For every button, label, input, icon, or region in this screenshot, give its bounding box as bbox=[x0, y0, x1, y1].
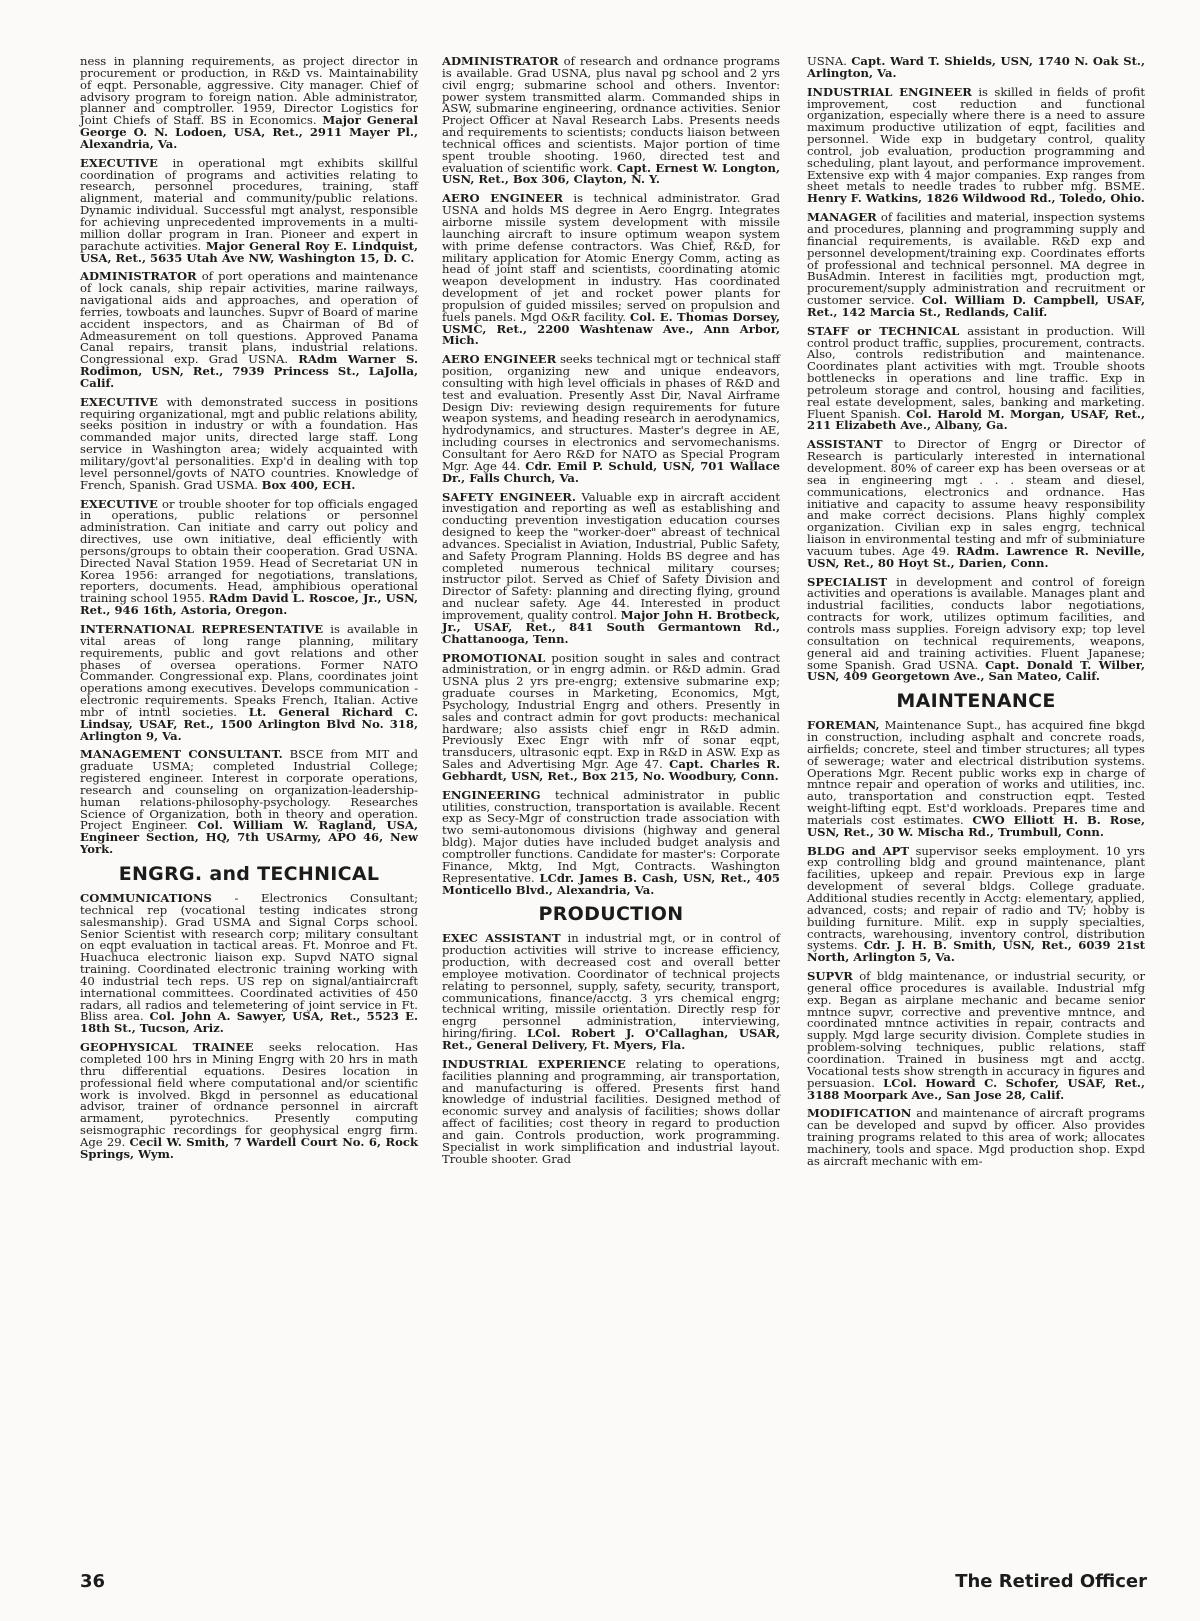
ad-contact: Col. John A. Sawyer, USA, Ret., 5523 E. 18th St., Tucson, Ariz. bbox=[80, 1009, 419, 1036]
classified-ad bbox=[80, 56, 418, 151]
ad-heading: SUPVR bbox=[807, 969, 853, 984]
ad-body: assistant in production. Will control product traffic, supplies, procurement, contracts. Also, controls redistribution and maintenance. Coordinates plant activities with mgt. Trouble shoots bottlenecks in operations and line traffic. Exp in petroleum storage and control, housing and facilities, real estate development, sales, banking and marketing. Fluent Spanish. bbox=[807, 323, 1146, 421]
ad-heading: STAFF or TECHNICAL bbox=[807, 323, 960, 338]
ad-heading: AERO ENGINEER bbox=[442, 352, 557, 367]
ad-heading: PROMOTIONAL bbox=[442, 650, 546, 665]
ad-heading: COMMUNICATIONS bbox=[80, 891, 212, 905]
ad-contact: RAdm David L. Roscoe, Jr., USN, Ret., 946 16th, Astoria, Oregon. bbox=[80, 591, 418, 618]
section-heading: PRODUCTION bbox=[538, 903, 684, 926]
ad-contact: LCdr. James B. Cash, USN, Ret., 405 Monticello Blvd., Alexandria, Va. bbox=[442, 870, 780, 897]
ad-body: in operational mgt exhibits skillful coordination of programs and activities relating to research, personnel procedures, training, staff alignment, material and community/public relations. Dynamic individual. Successful mgt analyst, responsible for achieving unprecedented improvements in a multi-million dollar program in Iran. Pioneer and expert in parachute activities. bbox=[80, 155, 419, 253]
ad-contact: Col. Harold M. Morgan, USAF, Ret., 211 Elizabeth Ave., Albany, Ga. bbox=[807, 406, 1145, 433]
classified-ad bbox=[442, 933, 780, 1051]
ad-body: of port operations and maintenance of lock canals, ship repair activities, marine railways, navigational aids and approaches, and operation of ferries, towboats and launches. Supvr of Board of marine accident inspectors, and as Chairman of Bd of Admeasurement on toll questions. Approved Panama Canal repairs, transit plans, industrial relations. Congressional exp. Grad USNA. bbox=[80, 269, 419, 367]
ad-body: seeks relocation. Has completed 100 hrs in Mining Engrg with 20 hrs in math thru differential equations. Desires location in professional field where computational and/or scientific work is involved. Bkgd in personnel as educational advisor, trainer of ordnance personnel in aircraft armament, pyrotechnics. Presently computing seismographic recordings for geophysical engrg firm. Age 29. bbox=[80, 1040, 418, 1149]
publication-title: The Retired Officer bbox=[955, 1571, 1147, 1592]
classified-ad bbox=[807, 212, 1145, 319]
section-heading: ENGRG. and TECHNICAL bbox=[118, 863, 380, 885]
classified-ad bbox=[442, 489, 781, 646]
classified-ad bbox=[807, 720, 1145, 838]
ad-contact: Major John H. Brotbeck, Jr., USAF, Ret., 841 South Germantown Rd., Chattanooga, Tenn. bbox=[442, 607, 780, 646]
ad-body: and maintenance of aircraft programs can be developed and supvd by officer. Also provides training programs related to this area of work; allocates machinery, tools and space. Mgd production shop. Expd as aircraft mechanic with em- bbox=[807, 1106, 1145, 1168]
ad-heading: INTERNATIONAL REPRESENTATIVE bbox=[80, 621, 324, 636]
ad-body: to Director of Engrg or Director of Research is particularly interested in international development. 80% of career exp has been overseas or at sea in engineering mgt . . . steam and diesel, communications, electronics and ordnance. Has initiative and capacity to assume heavy responsibility and make correct decisions. Plans highly complex organization. Civilian exp in sales engrg, technical liaison in environmental testing and mfr of subminiature vacuum tubes. Age 49. bbox=[807, 437, 1146, 558]
ad-heading: ENGINEERING bbox=[442, 787, 541, 802]
page-number: 36 bbox=[80, 1571, 106, 1592]
ad-heading: SAFETY ENGINEER. bbox=[442, 489, 576, 504]
classified-ad bbox=[442, 1056, 781, 1166]
ad-contact: Capt. Ernest W. Longton, USN, Ret., Box 306, Clayton, N. Y. bbox=[442, 160, 781, 187]
classified-ad bbox=[807, 439, 1145, 569]
ad-contact: Major General Roy E. Lindquist, USA, Ret., 5635 Utah Ave NW, Washington 15, D. C. bbox=[80, 238, 418, 265]
ad-body: supervisor seeks employment. 10 yrs exp controlling bldg and ground maintenance, plant facilities, upkeep and repair. Previous exp in large development of several bldgs. College graduate. Additional studies recently in Acctg: elementary, applied, advanced, costs; and repair of radio and TV; hobby is building furniture. Milit. exp in supply specialties, contracts, warehousing, inventory control, distribution systems. bbox=[807, 843, 1145, 953]
classified-ad bbox=[80, 749, 418, 856]
ad-body: is available in vital areas of long range planning, military requirements, public and govt relations and other phases of oversea operations. Former NATO Commander. Congressional exp. Plans, coordinates joint operations among executives. Develops communication - electronic requirements. Speaks French, Italian. Active mbr of intntl societies. bbox=[80, 621, 418, 719]
ad-contact: Col. William D. Campbell, USAF, Ret., 142 Marcia St., Redlands, Calif. bbox=[807, 293, 1145, 319]
ad-body: is skilled in fields of profit improvement, cost reduction and functional organization, especially where there is a need to assure maximum productive utilization of eqpt, facilities and personnel. Wide exp in budgetary control, quality control, job evaluation, production programming and scheduling, plant layout, and performance improvement. Extensive exp with 4 major companies. Exp ranges from sheet metals to needle trades to rubber mfg. BSME. bbox=[807, 84, 1146, 194]
ad-contact: RAdm Warner S. Rodimon, USN, Ret., 7939 Princess St., LaJolla, Calif. bbox=[80, 352, 418, 390]
ad-contact: Capt. Charles R. Gebhardt, USN, Ret., Box 215, No. Woodbury, Conn. bbox=[442, 757, 780, 783]
column-1 bbox=[80, 56, 418, 1168]
ad-heading: INDUSTRIAL EXPERIENCE bbox=[442, 1056, 626, 1071]
ad-heading: EXECUTIVE bbox=[80, 394, 158, 409]
ad-body: USNA. bbox=[807, 54, 847, 68]
ad-heading: MODIFICATION bbox=[807, 1106, 912, 1121]
ad-body: BSCE from MIT and graduate USMA; completed Industrial College; registered engineer. Interest in corporate operations, research and counseling on organization-leadership-human relations-philosophy-psychology. Researches Science of Organization, both in theory and operation. Project Engineer. bbox=[80, 747, 418, 833]
ad-body: in industrial mgt, or in control of production activities will strive to increase efficiency, production, with decreased cost and overall better employee motivation. Coordinator of technical projects relating to personnel, supply, safety, security, transport, communications, finance/acctg. 3 yrs chemical engrg; technical writing, missile orientation. Directly resp for engrg personnel administration, interviewing, hiring/firing. bbox=[442, 931, 780, 1041]
classified-ad bbox=[80, 621, 419, 743]
ad-contact: Cdr. J. H. B. Smith, USN, Ret., 6039 21st North, Arlington 5, Va. bbox=[807, 938, 1145, 965]
ad-contact: Cecil W. Smith, 7 Wardell Court No. 6, Rock Springs, Wym. bbox=[80, 1134, 419, 1161]
ad-heading: BLDG and APT bbox=[807, 843, 909, 858]
ad-heading: EXECUTIVE bbox=[80, 496, 158, 511]
ad-body: Maintenance Supt., has acquired fine bkgd in construction, including asphalt and concrete roads, airfields; concrete, steel and timber structures; all types of sewerage; water and electrical distribution systems. Operations Mgr. Recent public works exp in charge of mntnce repair and operation of works and utilities, inc. auto, transportation and construction eqpt. Tested weight-lifting eqpt. Est'd workloads. Prepares time and materials cost estimates. bbox=[807, 718, 1145, 827]
ad-contact: Cdr. Emil P. Schuld, USN, 701 Wallace Dr., Falls Church, Va. bbox=[442, 458, 780, 485]
ad-contact: LCol. Robert J. O'Callaghan, USAR, Ret., General Delivery, Ft. Myers, Fla. bbox=[442, 1026, 781, 1052]
column-3 bbox=[807, 56, 1145, 1175]
ad-heading: EXEC ASSISTANT bbox=[442, 931, 561, 946]
ad-body: is technical administrator. Grad USNA and holds MS degree in Aero Engrg. Integrates airborne missile system development with missile launching aircraft to insure optimum weapon system with prime defense contractors. Was Chief, R&D, for military application for Atomic Energy Comm, acting as head of joint staff and scientists, coordinating atomic weapon development in industry. Has coordinated development of jet and rocket power plants for propulsion of guided missiles; served on propulsion and fuels panels. Mgd O&R facility. bbox=[442, 191, 781, 324]
ad-heading: GEOPHYSICAL TRAINEE bbox=[80, 1040, 254, 1055]
section-heading: MAINTENANCE bbox=[896, 690, 1056, 713]
ad-heading: SPECIALIST bbox=[807, 574, 888, 589]
ad-heading: FOREMAN, bbox=[807, 718, 880, 733]
ad-body: in development and control of foreign activities and operations is available. Manages plant and industrial facilities, conducts labor negotiations, contracts for work, utilizes optimum facilities, and controls mass supplies. Foreign advisory exp; top level consultation on technical requirements, weapons, general aid and training activities. Fluent Japanese; some Spanish. Grad USNA. bbox=[807, 574, 1145, 672]
classified-ad bbox=[80, 394, 419, 492]
ad-contact: CWO Elliott H. B. Rose, USN, Ret., 30 W. Mischa Rd., Trumbull, Conn. bbox=[807, 812, 1146, 839]
ad-body: of facilities and material, inspection systems and procedures, planning and programming supply and financial requirements, is available. R&D exp and personnel development/training exp. Coordinates efforts of professional and technical personnel. MA degree in BusAdmin. Interest in facilities mgt, production mgt, procurement/supply administration and recruitment or customer service. bbox=[807, 210, 1146, 308]
classified-ad bbox=[442, 354, 780, 484]
ad-body: position sought in sales and contract administration, or in engrg admin. or R&D admin. Grad USNA plus 2 yrs pre-engrg; extensive submarine exp; graduate courses in Marketing, Economics, Mgt, Psychology, Industrial Engrg and others. Presently in sales and contract admin for govt products: mechanical hardware; also assists chief engr in R&D admin. Previously Exec Engr with mfr of sonar eqpt, transducers, ultrasonic eqpt. Exp in R&D in ASW. Exp as Sales and Advertising Mgr. Age 47. bbox=[442, 650, 780, 772]
ad-body: relating to operations, facilities planning and programming, air transportation, and manufacturing is offered. Presents first hand knowledge of industrial facilities. Designed method of economic survey and analysis of facilities; shows dollar affect of facilities; cost theory in regard to production and gain. Controls production, work programming. Specialist in work simplification and industrial layout. Trouble shooter. Grad bbox=[442, 1056, 781, 1166]
classified-ad bbox=[807, 843, 1145, 965]
ad-heading: AERO ENGINEER bbox=[442, 191, 563, 206]
ad-contact: Capt. Donald T. Wilber, USN, 409 Georgetown Ave., San Mateo, Calif. bbox=[807, 657, 1145, 684]
classified-ad bbox=[80, 155, 419, 265]
column-2 bbox=[442, 56, 780, 1172]
ad-body: with demonstrated success in positions requiring organizational, mgt and public relations ability, seeks position in industry or with a foundation. Has commanded major units, directed large staff. Long service in Washington area; widely acquainted with military/govt'al personalities. Exp'd in dealing with top level personnel/govts of NATO countries. Knowledge of French, Spanish. Grad USMA. bbox=[80, 394, 419, 492]
ad-heading: ADMINISTRATOR bbox=[442, 54, 559, 68]
ad-body: seeks technical mgt or technical staff position, organizing new and unique endeavors, consulting with high level officials in phases of R&D and test and evaluation. Presently Asst Dir, Naval Airframe Design Div: reviewing design requirements for future weapon systems, and heading research in aerodynamics, hydrodynamics, and structures. Master's degree in AE, including courses in electronics and servomechanisms. Consultant for Aero R&D for NATO as Special Program Mgr. Age 44. bbox=[442, 352, 780, 473]
ad-contact: Major General George O. N. Lodoen, USA, Ret., 2911 Mayer Pl., Alexandria, Va. bbox=[80, 113, 418, 151]
ad-contact: Henry F. Watkins, 1826 Wildwood Rd., Toledo, Ohio. bbox=[807, 191, 1145, 206]
ad-heading: MANAGEMENT CONSULTANT. bbox=[80, 747, 283, 762]
classified-ad bbox=[807, 56, 1145, 80]
classified-ad bbox=[80, 1042, 418, 1160]
ad-body: of research and ordnance programs is available. Grad USNA, plus naval pg school and 2 yrs civil engrg; submarine school and others. Inventor: power system transmitted alarm. Commanded ships in ASW, submarine engineering, ordnance activities. Senior Project Officer at Naval Research Labs. Presents needs and requirements to scientists; conducts liaison between technical offices and scientists. Major portion of time spent trouble shooting. 1960, directed test and evaluation of scientific work. bbox=[442, 54, 781, 175]
classified-ad bbox=[442, 787, 780, 897]
ad-contact: Box 400, ECH. bbox=[261, 477, 356, 492]
classified-ad bbox=[442, 56, 780, 186]
classified-ad bbox=[80, 893, 418, 1035]
ad-contact: RAdm. Lawrence R. Neville, USN, Ret., 80 Hoyt St., Darien, Conn. bbox=[807, 543, 1146, 570]
ad-heading: ADMINISTRATOR bbox=[80, 269, 197, 284]
ad-body: Valuable exp in aircraft accident investigation and reporting as well as establishing and conducting prevention investigation education courses designed to keep the "worker-doer" abreast of technical advances. Specialist in Aviation, Industrial, Public Safety, and Safety Program Planning. Holds BS degree and has completed numerous technical military courses; instructor pilot. Served as Chief of Safety Division and Director of Safety: planning and directing flying, ground and nuclear safety. Age 44. Interested in product improvement, quality control. bbox=[442, 489, 781, 622]
ad-contact: Lt. General Richard C. Lindsay, USAF, Ret., 1500 Arlington Blvd No. 318, Arlington 9, Va. bbox=[80, 704, 419, 743]
classified-ad bbox=[442, 193, 780, 347]
classified-ad bbox=[807, 1108, 1145, 1167]
ad-heading: INDUSTRIAL ENGINEER bbox=[807, 84, 972, 99]
ad-contact: Capt. Ward T. Shields, USN, 1740 N. Oak St., Arlington, Va. bbox=[807, 54, 1145, 80]
classified-ad bbox=[80, 496, 419, 618]
ad-contact: Col. William W. Ragland, USA, Engineer Section, HQ, 7th USArmy, APO 46, New York. bbox=[80, 818, 418, 857]
ad-contact: LCol. Howard C. Schofer, USAF, Ret., 3188 Moorpark Ave., San Jose 28, Calif. bbox=[807, 1075, 1145, 1102]
ad-heading: ASSISTANT bbox=[807, 437, 883, 452]
classified-ad bbox=[807, 574, 1145, 684]
classified-ad bbox=[80, 271, 418, 389]
classified-ad bbox=[807, 84, 1146, 206]
ad-body: - Electronics Consultant; technical rep (vocational testing indicates strong salesmanship). Grad USMA and Signal Corps school. Senior Scientist with research corp; military consultant on eqpt evaluation in tactical areas. Ft. Monroe and Ft. Huachuca electronic liaison exp. Supvd NATO signal training. Coordinated electronic training working with 40 industrial tech reps. US rep on signal/antiaircraft international committees. Coordinated activities of 450 radars, all radios and telemetering of joint service in Ft. Bliss area. bbox=[80, 891, 418, 1024]
ad-body: or trouble shooter for top officials engaged in operations, public relations or personnel administration. Can initiate and carry out policy and directives, use own initiative, deal efficiently with persons/groups to obtain their cooperation. Grad USNA. Directed Naval Station 1959. Head of Secretariat UN in Korea 1956: arranged for negotiations, translations, reporters, documents. Head, amphibious operational training school 1955. bbox=[80, 496, 419, 606]
ad-heading: EXECUTIVE bbox=[80, 155, 158, 170]
classified-ad bbox=[442, 650, 780, 783]
ad-heading: MANAGER bbox=[807, 210, 877, 225]
classified-ad bbox=[807, 323, 1146, 433]
ad-body: ness in planning requirements, as project director in procurement or production, in R&D vs. Maintainability of eqpt. Personable, aggressive. City manager. Chief of advisory program to foreign nation. Able administrator, planner and comptroller. 1959, Director Logistics for Joint Chiefs of Staff. BS in Economics. bbox=[80, 54, 418, 128]
ad-body: technical administrator in public utilities, construction, transportation is available. Recent exp as Secy-Mgr of construction trade association with two semi-autonomous divisions (highway and general bldg). Major duties have included budget analysis and comptroller functions. Candidate for master's: Corporate Finance, Mktg, Ind Mgt, Contracts. Washington Representative. bbox=[442, 787, 780, 885]
ad-contact: Col. E. Thomas Dorsey, USMC, Ret., 2200 Washtenaw Ave., Ann Arbor, Mich. bbox=[442, 309, 780, 348]
ad-body: of bldg maintenance, or industrial security, or general office procedures is available. Industrial mfg exp. Began as airplane mechanic and became senior mntnce supvr, corrective and preventive mntnce, and coordinated mntnce activities in repair, contracts and supply. Mgd large security division. Complete studies in problem-solving techniques, public relations, staff coordination. Trained in business mgt and acctg. Vocational tests show strength in accuracy in figures and persuasion. bbox=[807, 969, 1145, 1090]
classified-ad bbox=[807, 971, 1145, 1101]
